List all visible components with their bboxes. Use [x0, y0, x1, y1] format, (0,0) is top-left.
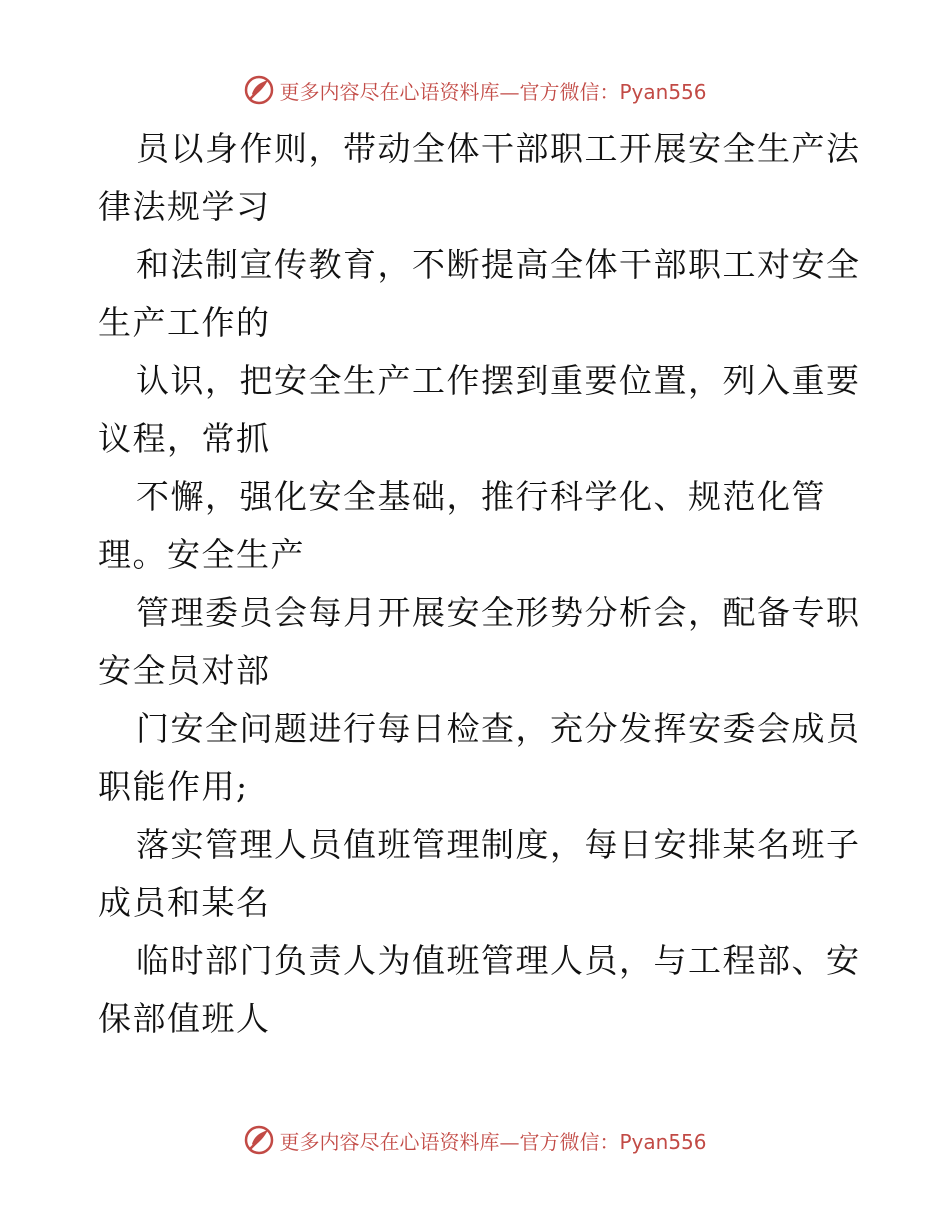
paragraph: 认识，把安全生产工作摆到重要位置，列入重要 议程，常抓 — [98, 361, 861, 458]
document-body — [98, 120, 861, 1048]
logo-icon — [243, 1124, 275, 1156]
watermark-text: 更多内容尽在心语资料库—官方微信：Pyan556 — [279, 1129, 707, 1154]
watermark-text: 更多内容尽在心语资料库—官方微信：Pyan556 — [279, 79, 707, 104]
logo-icon — [243, 74, 275, 106]
paragraph: 员以身作则，带动全体干部职工开展安全生产法 律法规学习 — [98, 129, 861, 226]
paragraph: 管理委员会每月开展安全形势分析会，配备专职 安全员对部 — [98, 593, 861, 690]
paragraph: 门安全问题进行每日检查，充分发挥安委会成员 职能作用; — [98, 709, 861, 806]
header-watermark — [0, 70, 950, 110]
watermark-wechat-id: Pyan556 — [619, 1129, 707, 1154]
footer-watermark — [0, 1120, 950, 1160]
paragraph: 不懈，强化安全基础，推行科学化、规范化管 理。安全生产 — [98, 477, 826, 574]
paragraph: 和法制宣传教育，不断提高全体干部职工对安全 生产工作的 — [98, 245, 861, 342]
watermark-wechat-id: Pyan556 — [619, 79, 707, 104]
paragraph: 临时部门负责人为值班管理人员，与工程部、安 保部值班人 — [98, 941, 861, 1038]
paragraph: 落实管理人员值班管理制度，每日安排某名班子 成员和某名 — [98, 825, 861, 922]
